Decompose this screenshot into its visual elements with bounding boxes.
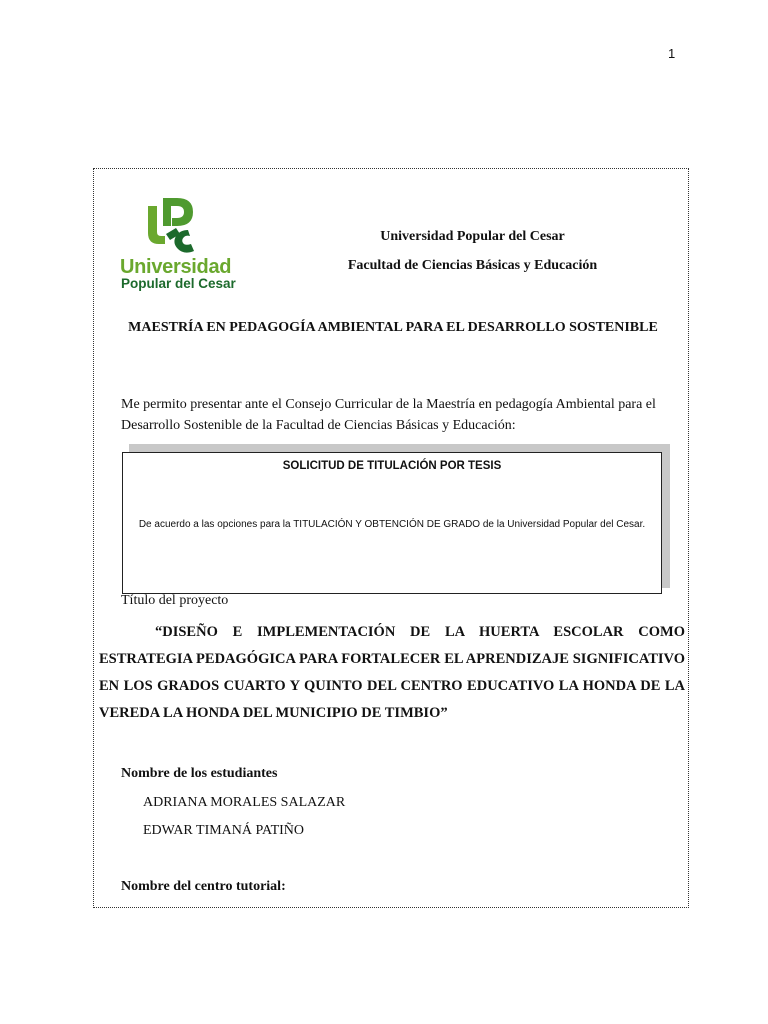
student-name: EDWAR TIMANÁ PATIÑO <box>143 823 305 838</box>
logo-text-popular-del-cesar: Popular del Cesar <box>121 276 236 291</box>
upc-emblem-icon <box>118 194 230 256</box>
students-label: Nombre de los estudiantes <box>121 766 278 781</box>
program-title: MAESTRÍA EN PEDAGOGÍA AMBIENTAL PARA EL DESARROLLO SOSTENIBLE <box>128 320 658 335</box>
university-name: Universidad Popular del Cesar <box>380 229 565 244</box>
faculty-name: Facultad de Ciencias Básicas y Educación <box>347 258 598 273</box>
project-title: “DISEÑO E IMPLEMENTACIÓN DE LA HUERTA ESCOLAR COMO ESTRATEGIA PEDAGÓGICA PARA FORTALECER EL APRENDIZAJE SIGNIFICATIVO EN LOS GRADOS CUARTO Y QUINTO DEL CENTRO EDUCATIVO LA HONDA DE LA VEREDA LA HONDA DEL MUNICIPIO DE TIMBIO” <box>99 624 685 721</box>
page-number: 1 <box>668 46 676 61</box>
tutorial-center-label: Nombre del centro tutorial: <box>121 879 286 894</box>
request-box <box>122 452 662 594</box>
logo-text-universidad: Universidad <box>120 256 232 278</box>
intro-paragraph: Me permito presentar ante el Consejo Curricular de la Maestría en pedagogía Ambiental para el Desarrollo Sostenible de la Facultad de Ciencias Básicas y Educación: <box>121 397 656 433</box>
student-name: ADRIANA MORALES SALAZAR <box>143 795 346 810</box>
project-label: Título del proyecto <box>121 593 229 608</box>
request-box-title: SOLICITUD DE TITULACIÓN POR TESIS <box>282 460 502 472</box>
request-box-text: De acuerdo a las opciones para la TITULACIÓN Y OBTENCIÓN DE GRADO de la Universidad Popular del Cesar. <box>138 519 646 530</box>
